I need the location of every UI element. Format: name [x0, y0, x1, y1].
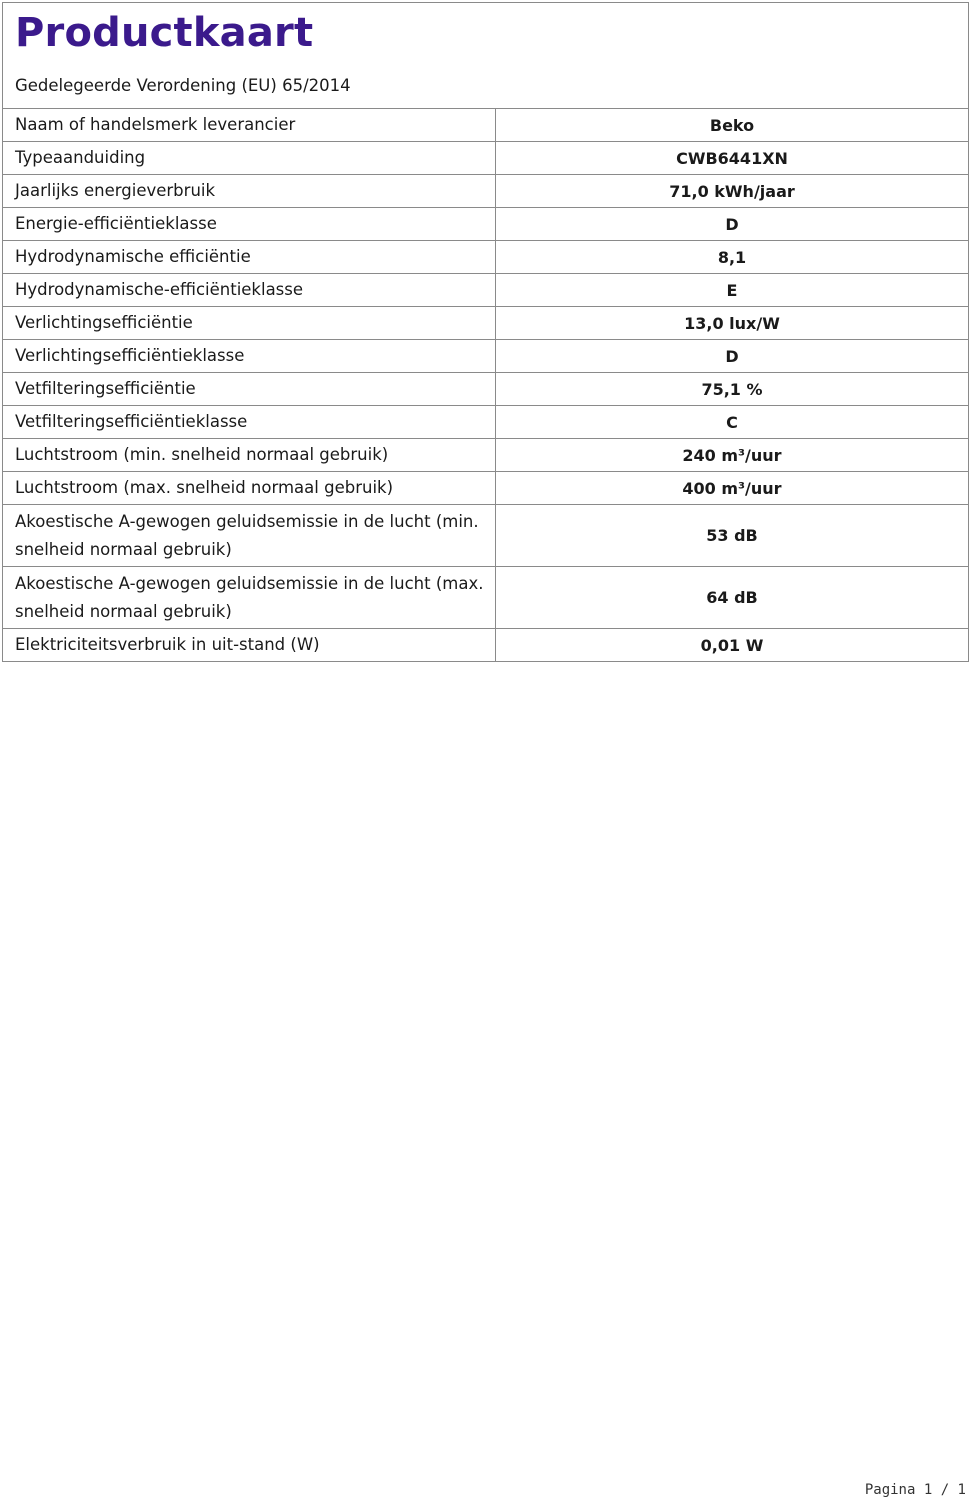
- sheet-header: [3, 3, 968, 109]
- row-value: 13,0 lux/W: [496, 307, 969, 340]
- row-label: Jaarlijks energieverbruik: [3, 175, 496, 208]
- row-value: C: [496, 406, 969, 439]
- specifications-table: [3, 109, 968, 662]
- row-value: 240 m³/uur: [496, 439, 969, 472]
- table-row: [3, 567, 968, 629]
- row-value: 400 m³/uur: [496, 472, 969, 505]
- table-row: [3, 373, 968, 406]
- row-label: Hydrodynamische efficiëntie: [3, 241, 496, 274]
- row-label: Vetfilteringsefficiëntie: [3, 373, 496, 406]
- row-value: D: [496, 208, 969, 241]
- table-row: [3, 439, 968, 472]
- table-row: [3, 109, 968, 142]
- row-value: 75,1 %: [496, 373, 969, 406]
- table-row: [3, 472, 968, 505]
- row-label: Typeaanduiding: [3, 142, 496, 175]
- row-label: Vetfilteringsefficiëntieklasse: [3, 406, 496, 439]
- table-row: [3, 208, 968, 241]
- table-row: [3, 406, 968, 439]
- row-label: Elektriciteitsverbruik in uit-stand (W): [3, 629, 496, 662]
- table-row: [3, 629, 968, 662]
- row-label: Naam of handelsmerk leverancier: [3, 109, 496, 142]
- row-value: 8,1: [496, 241, 969, 274]
- row-label: Luchtstroom (max. snelheid normaal gebruik): [3, 472, 496, 505]
- table-row: [3, 241, 968, 274]
- table-row: [3, 142, 968, 175]
- page-number: Pagina 1 / 1: [864, 1482, 966, 1498]
- row-value: D: [496, 340, 969, 373]
- table-row: [3, 175, 968, 208]
- row-label: Hydrodynamische-efficiëntieklasse: [3, 274, 496, 307]
- regulation-subtitle: Gedelegeerde Verordening (EU) 65/2014: [15, 76, 351, 95]
- row-label: Verlichtingsefficiëntieklasse: [3, 340, 496, 373]
- row-value: 64 dB: [496, 567, 969, 629]
- table-row: [3, 505, 968, 567]
- row-value: E: [496, 274, 969, 307]
- table-row: [3, 307, 968, 340]
- row-label: Akoestische A-gewogen geluidsemissie in de lucht (min. snelheid normaal gebruik): [3, 505, 496, 567]
- row-value: Beko: [496, 109, 969, 142]
- table-row: [3, 340, 968, 373]
- row-label: Luchtstroom (min. snelheid normaal gebruik): [3, 439, 496, 472]
- row-value: 71,0 kWh/jaar: [496, 175, 969, 208]
- row-value: CWB6441XN: [496, 142, 969, 175]
- row-label: Verlichtingsefficiëntie: [3, 307, 496, 340]
- table-row: [3, 274, 968, 307]
- page-title: Productkaart: [15, 10, 314, 56]
- product-sheet: [2, 2, 969, 662]
- row-value: 53 dB: [496, 505, 969, 567]
- row-label: Akoestische A-gewogen geluidsemissie in de lucht (max. snelheid normaal gebruik): [3, 567, 496, 629]
- row-value: 0,01 W: [496, 629, 969, 662]
- row-label: Energie-efficiëntieklasse: [3, 208, 496, 241]
